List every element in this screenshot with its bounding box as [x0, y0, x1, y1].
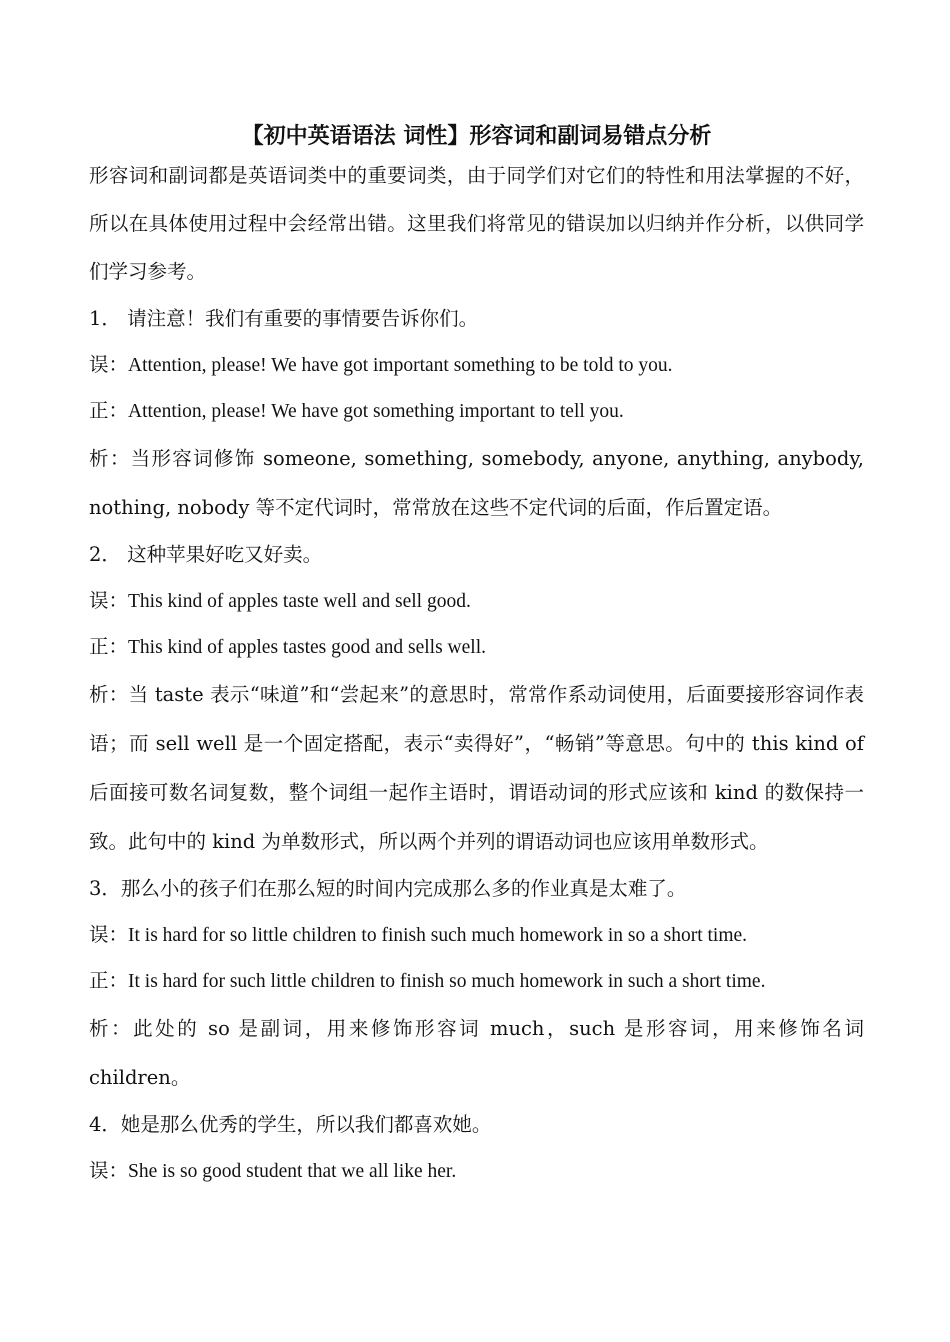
- wrong-sentence: This kind of apples taste well and sell good.: [128, 591, 471, 612]
- item-1-heading: 1． 请注意！我们有重要的事情要告诉你们。: [89, 307, 479, 330]
- item-2-right: [89, 624, 864, 670]
- wrong-sentence: She is so good student that we all like her.: [128, 1161, 457, 1182]
- item-3-right: [89, 958, 864, 1004]
- item-1-wrong: [89, 342, 864, 388]
- wrong-label: 误：: [89, 1159, 129, 1182]
- right-label: 正：: [89, 399, 129, 422]
- analysis-text: 当 taste 表示“味道”和“尝起来”的意思时，常常作系动词使用，后面要接形容词作表语；而 sell well 是一个固定搭配，表示“卖得好”，“畅销”等意思。句中的 this kind of 后面接可数名词复数，整个词组一起作主语时，谓语动词的形式应该和 kind 的数保持一致。此句中的 kind 为单数形式，所以两个并列的谓语动词也应该用单数形式。: [89, 683, 864, 853]
- document-page: [89, 118, 864, 1194]
- item-4-heading: 4．她是那么优秀的学生，所以我们都喜欢她。: [89, 1113, 492, 1136]
- item-2-wrong: [89, 578, 864, 624]
- item-3-wrong: [89, 912, 864, 958]
- right-label: 正：: [89, 635, 129, 658]
- wrong-sentence: It is hard for so little children to finish such much homework in so a short time.: [128, 925, 748, 946]
- document-title: 【初中英语语法 词性】形容词和副词易错点分析: [241, 123, 712, 149]
- right-sentence: Attention, please! We have got something important to tell you.: [128, 401, 624, 422]
- wrong-label: 误：: [89, 589, 129, 612]
- item-4-wrong: [89, 1148, 864, 1194]
- item-1-right: [89, 388, 864, 434]
- intro-paragraph: 形容词和副词都是英语词类中的重要词类，由于同学们对它们的特性和用法掌握的不好，所以在具体使用过程中会经常出错。这里我们将常见的错误加以归纳并作分析，以供同学们学习参考。: [89, 164, 864, 283]
- item-3-heading: 3．那么小的孩子们在那么短的时间内完成那么多的作业真是太难了。: [89, 877, 687, 900]
- item-2-analysis: [89, 670, 864, 866]
- right-label: 正：: [89, 969, 129, 992]
- wrong-label: 误：: [89, 353, 129, 376]
- analysis-label: 析：: [89, 1017, 134, 1040]
- item-3-analysis: [89, 1004, 864, 1102]
- right-sentence: It is hard for such little children to finish so much homework in such a short time.: [128, 971, 766, 992]
- wrong-sentence: Attention, please! We have got important something to be told to you.: [128, 355, 673, 376]
- analysis-label: 析：: [89, 447, 131, 470]
- right-sentence: This kind of apples tastes good and sells well.: [128, 637, 487, 658]
- analysis-text: 当形容词修饰 someone, something, somebody, anyone, anything, anybody, nothing, nobody 等不定代词时，常常放在这些不定代词的后面，作后置定语。: [89, 447, 864, 519]
- item-1-analysis: [89, 434, 864, 532]
- analysis-text: 此处的 so 是副词，用来修饰形容词 much，such 是形容词，用来修饰名词 children。: [89, 1017, 864, 1089]
- item-2-heading: 2． 这种苹果好吃又好卖。: [89, 543, 323, 566]
- wrong-label: 误：: [89, 923, 129, 946]
- analysis-label: 析：: [89, 683, 129, 706]
